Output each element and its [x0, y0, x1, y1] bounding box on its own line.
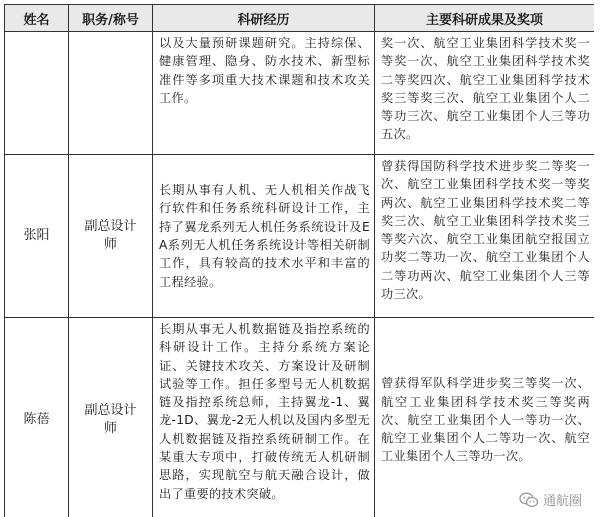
awards-cell: 奖一次、航空工业集团科学技术奖一等奖一次、航空工业集团科学技术奖二等奖四次、航空工业集团科学技术奖三等奖三次、航空工业集团个人二等功三次、航空工业集团个人三等功五次。 — [375, 32, 595, 155]
name-cell — [5, 32, 69, 155]
title-cell — [69, 155, 153, 318]
experience-cell: 长期从事有人机、无人机相关作战飞行软件和任务系统科研设计工作，主持了翼龙系列无人机任务系统设计及EA系列无人机任务系统设计等相关研制工作，具有较高的技术水平和丰富的工程经验。 — [153, 155, 375, 318]
awards-cell: 曾获得军队科学进步奖三等奖一次、航空工业集团科学技术奖三等奖两次、航空工业集团个人一等功一次、航空工业集团个人二等功一次、航空工业集团个人三等功一次。 — [375, 318, 595, 517]
document-frame — [4, 4, 594, 517]
experience-cell: 长期从事无人机数据链及指控系统的科研设计工作。主持分系统方案论证、关键技术攻关、方案设计及研制试验等工作。担任多型号无人机数据链及指控系统总师，主持翼龙-1、翼龙-1D、翼龙-2无人机以及国内多型无人机数据链及指控系统研制工作。在某重大专项中，打破传统无人机研制思路，实现航空与航天融合设计，做出了重要的技术突破。 — [153, 318, 375, 517]
name-cell: 张阳 — [5, 155, 69, 318]
title-cell — [69, 318, 153, 517]
header-title: 职务/称号 — [69, 5, 153, 32]
name-cell: 陈蓓 — [5, 318, 69, 517]
header-awards: 主要科研成果及奖项 — [375, 5, 595, 32]
experience-cell: 以及大量预研课题研究。主持综保、健康管理、隐身、防水技术、新型标准件等多项重大技术课题和技术攻关工作。 — [153, 32, 375, 155]
table-row — [5, 155, 595, 318]
title-cell — [69, 32, 153, 155]
title-text: 副总设计师 — [84, 403, 137, 436]
watermark-text: 通航圈 — [542, 494, 582, 509]
awards-cell: 曾获得国防科学技术进步奖二等奖一次、航空工业集团科学技术奖一等奖两次、航空工业集团科学技术奖二等奖三次、航空工业集团科学技术奖三等奖六次、航空工业集团航空报国立功奖二等功一次、航空工业集团个人二等功两次、航空工业集团个人三等功三次。 — [375, 155, 595, 318]
table-row — [5, 318, 595, 517]
watermark — [519, 490, 582, 509]
table-row — [5, 32, 595, 155]
personnel-table — [4, 4, 594, 517]
title-text: 副总设计师 — [84, 219, 137, 252]
table-header-row — [5, 5, 595, 32]
wechat-icon — [519, 492, 539, 508]
header-experience: 科研经历 — [153, 5, 375, 32]
header-name: 姓名 — [5, 5, 69, 32]
